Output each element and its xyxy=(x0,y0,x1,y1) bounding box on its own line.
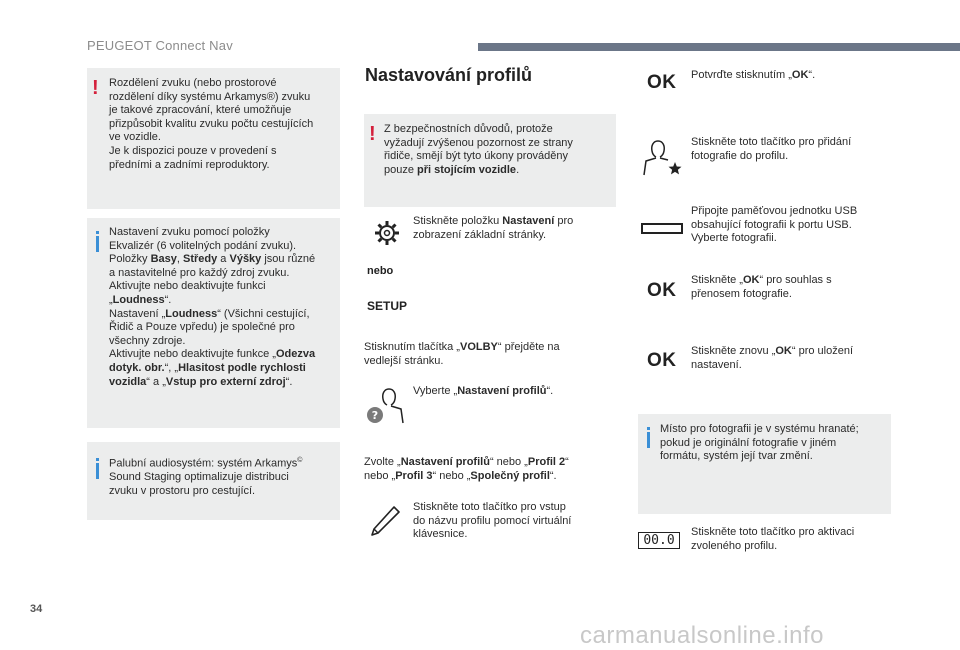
profile-question-icon xyxy=(364,385,408,425)
text-line: dotyk. obr.“, „Hlasitost podle rychlosti xyxy=(109,361,306,374)
info-icon xyxy=(647,432,650,448)
text-line: Aktivujte nebo deaktivujte funkci xyxy=(109,280,266,293)
or-label: nebo xyxy=(367,265,394,277)
warning-text xyxy=(384,123,612,177)
header-title: PEUGEOT Connect Nav xyxy=(87,38,233,53)
step-save-text xyxy=(691,345,891,372)
text-line: Stiskněte znovu „OK“ pro uložení xyxy=(691,345,854,357)
step-choose-profile-text xyxy=(364,456,616,483)
safety-warning-box xyxy=(364,114,616,207)
text-line: přenosem fotografie. xyxy=(691,287,792,300)
text-line: Stiskněte „OK“ pro souhlas s xyxy=(691,274,832,286)
text-line: předními a zadními reproduktory. xyxy=(109,158,270,171)
info-text xyxy=(660,423,888,464)
ok-button-icon: OK xyxy=(647,280,677,301)
text-line: Stiskněte položku Nastavení pro xyxy=(413,215,574,227)
text-line: přizpůsobit kvalitu zvuku počtu cestujících xyxy=(109,117,314,130)
text-line: zvuku v prostoru pro cestující. xyxy=(109,484,256,497)
setup-button-label: SETUP xyxy=(367,299,408,313)
text-line: fotografie do profilu. xyxy=(691,149,789,162)
text-line: Z bezpečnostních důvodů, protože xyxy=(384,123,553,135)
step-options-text xyxy=(364,341,614,368)
activate-profile-icon: 00.0 xyxy=(638,532,680,549)
box1-text xyxy=(109,77,337,172)
usb-input-icon xyxy=(641,223,683,234)
text-line: nebo „Profil 3“ nebo „Společný profil“. xyxy=(364,469,557,482)
text-line: vyžadují zvýšenou pozornost ze strany xyxy=(384,136,573,149)
settings-gear-icon xyxy=(373,219,401,247)
section-heading: Nastavování profilů xyxy=(365,65,533,85)
text-line: Nastavení zvuku pomocí položky xyxy=(109,226,270,238)
text-line: Řidič a Pouze vpředu) je společné pro xyxy=(109,321,295,334)
text-line: Sound Staging optimalizuje distribuci xyxy=(109,471,289,484)
text-line: Nastavení „Loudness“ (Všichni cestující, xyxy=(109,307,310,320)
equalizer-info-box xyxy=(87,218,340,428)
text-line: Místo pro fotografii je v systému hranaté; xyxy=(660,423,859,435)
text-line: Palubní audiosystém: systém Arkamys© xyxy=(109,457,303,470)
text-line: Stiskněte toto tlačítko pro přidání xyxy=(691,136,852,148)
add-photo-icon xyxy=(641,135,685,177)
step-add-photo-text xyxy=(691,136,891,163)
header-bar xyxy=(478,43,960,51)
sound-distribution-warning-box xyxy=(87,68,340,209)
info-icon xyxy=(96,236,99,252)
ok-button-icon: OK xyxy=(647,72,677,93)
box2-text xyxy=(109,226,339,389)
svg-text:?: ? xyxy=(371,409,379,422)
text-line: vedlejší stránku. xyxy=(364,354,444,367)
text-line: do názvu profilu pomocí virtuální xyxy=(413,514,572,527)
info-icon xyxy=(96,463,99,479)
text-line: všechny zdroje. xyxy=(109,334,186,347)
text-line: je takové zpracování, které umožňuje xyxy=(109,104,292,117)
pencil-edit-icon xyxy=(368,504,402,540)
ok-button-icon: OK xyxy=(647,350,677,371)
text-line: Stiskněte toto tlačítko pro aktivaci xyxy=(691,526,855,538)
step-accept-text xyxy=(691,274,891,301)
step-usb-text xyxy=(691,205,891,246)
step-settings-text xyxy=(413,215,613,242)
text-line: klávesnice. xyxy=(413,528,468,541)
text-line: pokud je originální fotografie v jiném xyxy=(660,436,837,449)
step-confirm-text: Potvrďte stisknutím „OK“. xyxy=(691,69,816,81)
text-line: Ekvalizér (6 volitelných podání zvuku). xyxy=(109,239,297,252)
text-line: Stiskněte toto tlačítko pro vstup xyxy=(413,501,566,513)
text-line: vozidla“ a „Vstup pro externí zdroj“. xyxy=(109,375,293,388)
text-line: zvoleného profilu. xyxy=(691,539,778,552)
text-line: nastavení. xyxy=(691,358,742,371)
page-number: 34 xyxy=(30,603,43,615)
text-line: obsahující fotografii k portu USB. xyxy=(691,218,852,231)
step-select-profiles-text: Vyberte „Nastavení profilů“. xyxy=(413,385,554,397)
text-line: Položky Basy, Středy a Výšky jsou různé xyxy=(109,253,316,266)
text-line: pouze při stojícím vozidle. xyxy=(384,163,520,176)
arkamys-info-box xyxy=(87,442,340,520)
step-activate-text xyxy=(691,526,891,553)
box3-text xyxy=(109,454,337,498)
text-line: Připojte paměťovou jednotku USB xyxy=(691,205,858,217)
warning-icon: ! xyxy=(92,77,99,99)
text-line: formátu, systém její tvar změní. xyxy=(660,450,813,463)
text-line: Rozdělení zvuku (nebo prostorové xyxy=(109,77,277,89)
photo-format-info-box xyxy=(638,414,891,514)
warning-icon: ! xyxy=(369,123,376,145)
text-line: ve vozidle. xyxy=(109,131,161,144)
text-line: rozdělení díky systému Arkamys®) zvuku xyxy=(109,90,311,103)
watermark: carmanualsonline.info xyxy=(580,622,824,649)
text-line: Vyberte fotografii. xyxy=(691,232,777,245)
step-rename-text xyxy=(413,501,613,542)
text-line: Je k dispozici pouze v provedení s xyxy=(109,144,277,157)
text-line: Zvolte „Nastavení profilů“ nebo „Profil 2“ xyxy=(364,456,569,468)
text-line: Stisknutím tlačítka „VOLBY“ přejděte na xyxy=(364,341,560,353)
text-line: a nastavitelné pro každý zdroj zvuku. xyxy=(109,266,290,279)
text-line: Aktivujte nebo deaktivujte funkce „Odezva xyxy=(109,348,316,361)
text-line: „Loudness“. xyxy=(109,293,172,306)
text-line: zobrazení základní stránky. xyxy=(413,228,547,241)
text-line: řidiče, smějí být tyto úkony prováděny xyxy=(384,150,569,163)
